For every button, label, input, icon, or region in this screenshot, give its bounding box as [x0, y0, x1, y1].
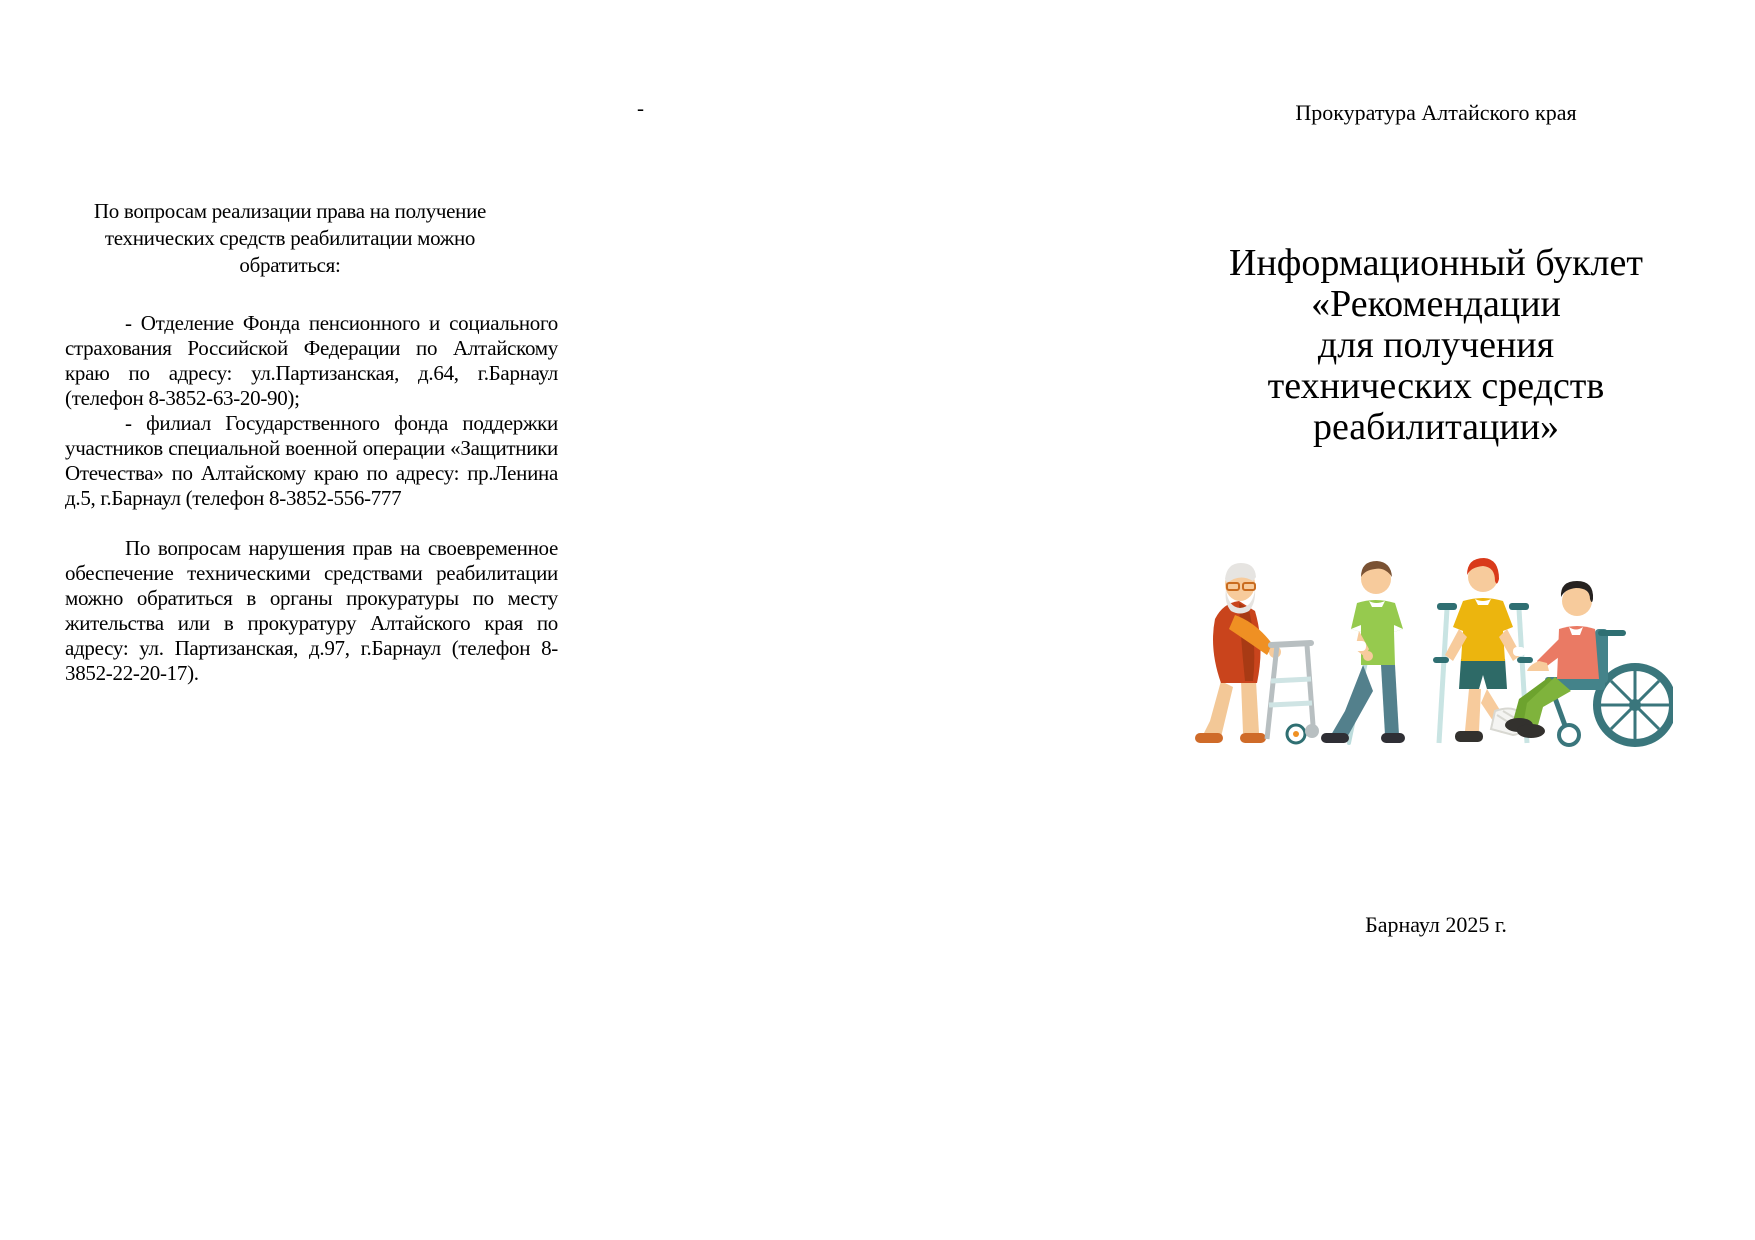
prosecutor-contact-paragraph: По вопросам нарушения прав на своевременное обеспечение техническими средствами реабилитации можно обратиться в органы прокуратуры по месту жительства или в прокуратуру Алтайского края по адресу: ул. Партизанская, д.97, г.Барнаул (телефон 8-3852-22-20-17).	[65, 536, 558, 685]
booklet-title-line: Информационный буклет	[1229, 242, 1643, 284]
left-text-column	[65, 198, 558, 686]
shoe	[1240, 733, 1266, 743]
booklet-title	[1180, 243, 1692, 448]
wrist-band	[1513, 647, 1525, 656]
booklet-title-line: реабилитации»	[1312, 406, 1560, 448]
booklet-title-line: «Рекомендации	[1311, 283, 1561, 325]
shoe	[1195, 733, 1223, 743]
wrist-cast	[1352, 641, 1366, 651]
walker-icon	[1267, 643, 1319, 743]
crutch-icon	[1433, 603, 1457, 743]
booklet-title-line: технических средств	[1267, 365, 1605, 407]
front-wheel	[1559, 725, 1579, 745]
mobility-aids-illustration	[1183, 553, 1673, 753]
man-with-cane-figure	[1321, 561, 1405, 743]
shoe	[1381, 733, 1405, 743]
shoe	[1321, 733, 1349, 743]
booklet-title-line: для получения	[1317, 324, 1555, 366]
man-in-wheelchair-figure	[1505, 581, 1673, 745]
contact-item-pension-fund: - Отделение Фонда пенсионного и социального страхования Российской Федерации по Алтайскому краю по адресу: ул.Партизанская, д.64, г.Барнаул (телефон 8-3852-63-20-90);	[65, 311, 558, 410]
intro-paragraph: По вопросам реализации права на получение технических средств реабилитации можно обратиться:	[93, 199, 487, 277]
contact-item-defenders-fund: - филиал Государственного фонда поддержки участников специальной военной операции «Защитники Отечества» по Алтайскому краю по адресу: пр.Ленина д.5, г.Барнаул (телефон 8-3852-556-777	[65, 411, 558, 510]
shoe	[1455, 731, 1483, 742]
place-year-footer: Барнаул 2025 г.	[1365, 912, 1507, 937]
organization-header: Прокуратура Алтайского края	[1295, 100, 1577, 125]
page-corner-mark: -	[637, 96, 644, 120]
shoe	[1517, 724, 1545, 738]
hand	[1363, 651, 1373, 661]
elderly-man-with-walker-figure	[1195, 563, 1319, 743]
wheelchair-wheel-icon	[1597, 667, 1673, 743]
